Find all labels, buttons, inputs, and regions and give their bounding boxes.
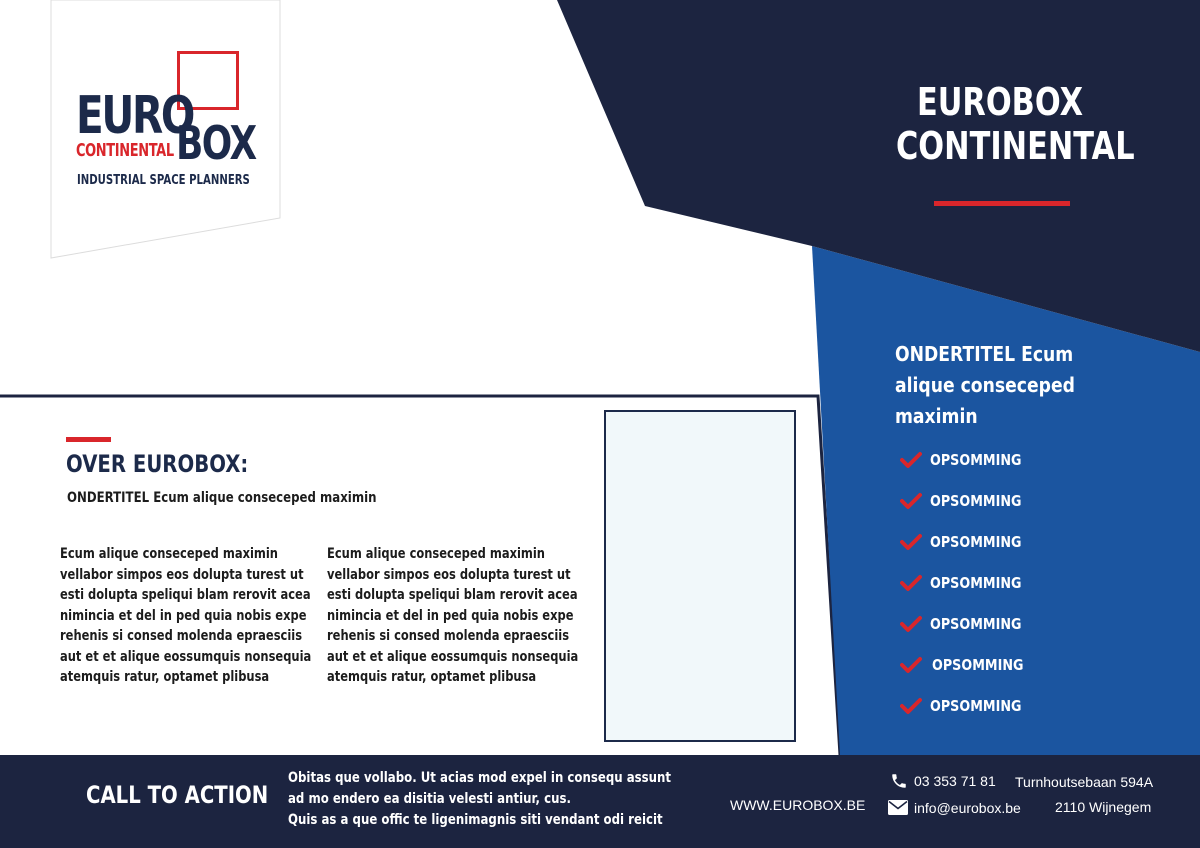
about-divider <box>66 437 111 442</box>
mail-icon <box>888 800 908 815</box>
bullet-item <box>900 530 1038 554</box>
address-street: Turnhoutsebaan 594A <box>1015 774 1154 790</box>
cta-line: Obitas que vollabo. Ut acias mod expel in consequ assunt <box>288 770 672 786</box>
body-line: rehenis si consed molenda epraesciis <box>60 628 303 644</box>
logo-word-box: BOX <box>176 116 256 170</box>
check-icon <box>900 697 922 715</box>
phone-number[interactable]: 03 353 71 81 <box>914 773 996 789</box>
logo-word-euro: EURO <box>76 86 193 146</box>
body-line: nimincia et del in ped quia nobis expe <box>327 607 574 624</box>
address-city: 2110 Wijnegem <box>1055 799 1152 815</box>
body-line: esti dolupta speliqui blam rerovit acea <box>327 587 578 603</box>
body-line: aut et et alique eossumquis nonsequia <box>327 648 579 665</box>
bullet-item <box>900 448 1038 472</box>
bullet-label: OPSOMMING <box>930 533 1022 551</box>
about-subtitle: ONDERTITEL Ecum alique conseceped maximin <box>67 490 377 506</box>
bullet-label: OPSOMMING <box>932 656 1024 674</box>
website-link[interactable]: WWW.EUROBOX.BE <box>730 797 866 813</box>
bullet-label: OPSOMMING <box>930 615 1022 633</box>
body-line: Ecum alique conseceped maximin <box>327 546 545 562</box>
body-line: esti dolupta speliqui blam rerovit acea <box>60 587 311 603</box>
bullet-item <box>900 694 1038 718</box>
bullet-item <box>900 571 1038 595</box>
hero-title <box>870 80 1135 168</box>
bullet-label: OPSOMMING <box>930 492 1022 510</box>
bullet-label: OPSOMMING <box>930 697 1022 715</box>
hero-title-line-1: EUROBOX <box>916 80 1084 124</box>
panel-subtitle: ONDERTITEL Ecum alique conseceped maximin <box>895 342 1075 428</box>
body-line: atemquis ratur, optamet plibusa <box>327 669 537 685</box>
check-icon <box>900 615 922 633</box>
check-icon <box>900 574 922 592</box>
call-to-action-text <box>288 768 671 831</box>
body-line: atemquis ratur, optamet plibusa <box>60 669 270 685</box>
bullet-item <box>900 653 1040 677</box>
hero-divider <box>934 201 1070 206</box>
body-line: nimincia et del in ped quia nobis expe <box>60 607 307 624</box>
cta-line: Quis as a que offic te ligenimagnis siti vendant odi reicit <box>288 812 663 828</box>
body-line: aut et et alique eossumquis nonsequia <box>60 648 312 665</box>
body-line: rehenis si consed molenda epraesciis <box>327 628 570 644</box>
email-link[interactable]: info@eurobox.be <box>914 800 1021 816</box>
logo-tagline: INDUSTRIAL SPACE PLANNERS <box>77 173 250 188</box>
check-icon <box>900 451 922 469</box>
logo <box>0 0 290 270</box>
image-placeholder <box>604 410 796 742</box>
phone-icon <box>890 772 908 790</box>
bullet-item <box>900 489 1038 513</box>
logo-word-continental: CONTINENTAL <box>76 140 174 161</box>
bullet-item <box>900 612 1038 636</box>
body-column-1 <box>60 544 312 688</box>
body-column-2 <box>327 544 579 688</box>
hero-title-line-2: CONTINENTAL <box>896 124 1135 168</box>
cta-line: ad mo endero ea disitia velesti antiur, cus. <box>288 791 571 807</box>
check-icon <box>900 533 922 551</box>
bullet-label: OPSOMMING <box>930 574 1022 592</box>
call-to-action-label[interactable]: CALL TO ACTION <box>86 781 269 809</box>
about-title: OVER EUROBOX: <box>66 450 249 478</box>
body-line: Ecum alique conseceped maximin <box>60 546 278 562</box>
check-icon <box>900 656 922 674</box>
body-line: vellabor simpos eos dolupta turest ut <box>327 566 571 583</box>
check-icon <box>900 492 922 510</box>
bullet-label: OPSOMMING <box>930 451 1022 469</box>
body-line: vellabor simpos eos dolupta turest ut <box>60 566 304 583</box>
